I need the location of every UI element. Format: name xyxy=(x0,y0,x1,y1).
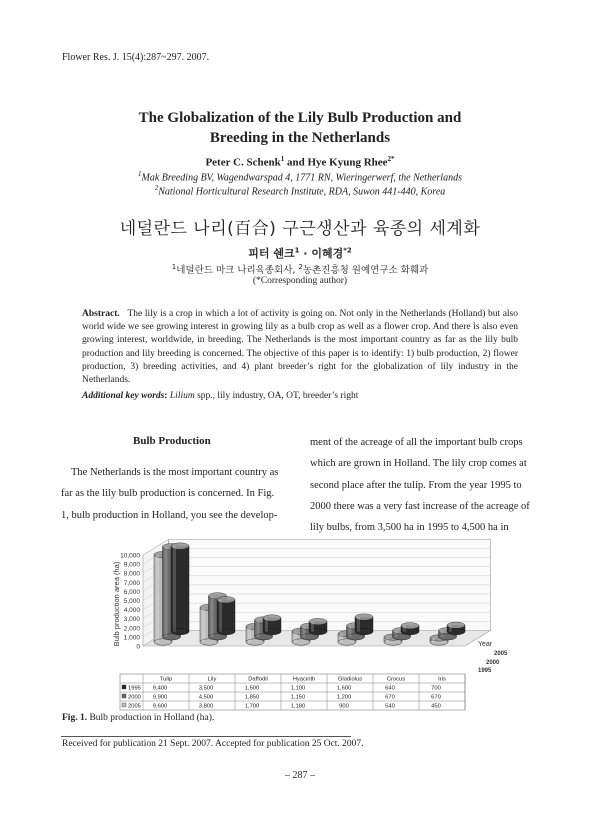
text-line: 2000 there was a very fast increase of the acreage of xyxy=(310,500,530,512)
bar-highlight xyxy=(403,626,406,632)
bar-1995-lily xyxy=(217,597,235,635)
data-label: 9,600 xyxy=(152,703,168,710)
footnote-rule xyxy=(61,736,351,737)
depth-label: 2000 xyxy=(486,660,500,666)
data-label: 9,900 xyxy=(152,694,168,701)
data-label: 670 xyxy=(385,694,395,701)
bar-1995-hyacinth xyxy=(309,618,327,634)
bar-highlight xyxy=(349,626,352,637)
author-1-sup: 1 xyxy=(280,155,285,163)
bar-highlight xyxy=(211,596,214,637)
text-line: second place after the tulip. From the year 1995 to xyxy=(310,479,522,491)
korean-aff-sup-2: 2 xyxy=(298,262,303,271)
bar-highlight xyxy=(173,546,176,632)
title-line-1: The Globalization of the Lily Bulb Production and xyxy=(138,110,462,126)
korean-title: 네덜란드 나리(百合) 구근생산과 육종의 세계화 xyxy=(119,219,481,239)
data-label: 670 xyxy=(431,694,441,701)
korean-aff-2: 농촌진흥청 원예연구소 화훼과 xyxy=(302,265,429,276)
x-tick-label: Tulip xyxy=(159,676,173,683)
bar-highlight xyxy=(248,627,251,642)
affiliation-2 xyxy=(0,184,600,197)
bar-1995-tulip xyxy=(171,543,189,635)
data-label: 450 xyxy=(431,703,441,710)
text-line: The Netherlands is the most important country as xyxy=(71,467,279,478)
bar-highlight xyxy=(303,626,306,636)
data-label: 700 xyxy=(431,685,441,692)
chart-data-table xyxy=(120,674,465,710)
y-tick-label: 6,000 xyxy=(123,588,140,596)
y-tick-label: 1,000 xyxy=(123,634,140,642)
author-and: and xyxy=(284,156,308,169)
caption-label: Fig. 1. xyxy=(62,713,88,723)
x-tick-label: Gladiolus xyxy=(337,676,363,683)
chart-y-ticks xyxy=(120,553,140,651)
korean-author-1-sup: 1 xyxy=(294,246,300,255)
legend-entry: 1995 xyxy=(128,685,141,692)
x-tick-label: Crocus xyxy=(386,676,406,683)
text-line: which are grown in Holland. The lily crop comes at xyxy=(310,458,527,470)
journal-header: Flower Res. J. 15(4):287~297. 2007. xyxy=(62,52,210,63)
abstract-text: The lily is a crop in which a lot of activity is going on. Not only in the Netherlands (Holland) but also world wide we see growing interest in growing lily as a bulb crop as well as a flower crop. And there is also even growing interest, worldwide, in breeding. The Netherlands is the most important country as far as the lily bulb production and lily breeding is concerned. The objective of this paper is to identify: 1) bulb production, 2) flower production, 3) breeding activities, and 4) plant breeder’s right for the globalization of lily industry in the Netherlands. xyxy=(82,309,518,386)
affiliation-1 xyxy=(0,170,600,183)
author-1: Peter C. Schenk xyxy=(205,156,281,169)
data-label: 640 xyxy=(385,685,395,692)
bar-highlight xyxy=(449,625,452,631)
bar-highlight xyxy=(386,637,389,642)
chart-y-axis-label: Bulb production area (ha) xyxy=(112,561,121,647)
bar-highlight xyxy=(357,617,360,632)
bar-highlight xyxy=(202,607,205,642)
bar-highlight xyxy=(311,622,314,632)
page-number: – 287 – xyxy=(285,770,315,781)
figure-caption xyxy=(62,713,214,723)
korean-aff-sup-1: 1 xyxy=(171,262,177,271)
korean-author-2: 이혜경 xyxy=(311,247,344,260)
korean-aff-1: 네덜란드 마크 나리육종회사, xyxy=(176,265,299,276)
abstract-label: Abstract. xyxy=(82,309,120,319)
received-note: Received for publication 21 Sept. 2007. Accepted for publication 25 Oct. 2007. xyxy=(62,739,364,749)
paper-title xyxy=(0,108,600,148)
corresponding-author: (*Corresponding author) xyxy=(252,276,348,286)
bar-1995-gladiolus xyxy=(355,614,373,635)
data-label: 9,400 xyxy=(152,685,168,692)
bar-highlight xyxy=(156,555,159,642)
bar-highlight xyxy=(340,634,343,642)
section-heading: Bulb Production xyxy=(133,435,211,447)
data-label: 1,180 xyxy=(290,703,306,710)
y-tick-label: 0 xyxy=(136,643,140,651)
bar-1995-crocus xyxy=(401,623,419,635)
legend-swatch xyxy=(122,703,126,707)
x-tick-label: Iris xyxy=(438,676,446,683)
korean-author-sep: · xyxy=(299,247,312,260)
abstract xyxy=(82,308,518,387)
author-line xyxy=(0,155,600,169)
data-label: 1,600 xyxy=(336,685,352,692)
y-tick-label: 8,000 xyxy=(123,570,140,578)
depth-axis-label: Year xyxy=(478,641,493,648)
keywords-rest: spp., lily industry, OA, OT, breeder’s right xyxy=(194,391,359,401)
data-label: 540 xyxy=(385,703,395,710)
y-tick-label: 4,000 xyxy=(123,607,140,615)
data-label: 3,500 xyxy=(198,685,214,692)
aff-1-text: Mak Breeding BV, Wagendwarspad 4, 1771 RN, Wieringerwerf, the Netherlands xyxy=(141,172,462,184)
aff-2-text: National Horticultural Research Institute, RDA, Suwon 441-440, Korea xyxy=(158,186,446,198)
depth-label: 1995 xyxy=(478,668,492,674)
bar-1995-daffodil xyxy=(263,615,281,635)
data-label: 1,150 xyxy=(290,694,306,701)
x-tick-label: Hyacinth xyxy=(292,676,316,683)
caption-text: Bulb production in Holland (ha). xyxy=(87,713,215,723)
y-tick-label: 10,000 xyxy=(120,552,140,560)
bar-highlight xyxy=(441,631,444,637)
bar-highlight xyxy=(165,547,168,637)
keywords-label: Additional key words xyxy=(82,391,165,401)
data-label: 1,100 xyxy=(290,685,306,692)
bar-1995-iris xyxy=(447,622,465,635)
chart-depth-labels xyxy=(478,641,508,674)
data-label: 4,500 xyxy=(198,694,214,701)
y-tick-label: 9,000 xyxy=(123,561,140,569)
text-line: ment of the acreage of all the important bulb crops xyxy=(310,437,523,448)
data-label: 1,700 xyxy=(244,703,260,710)
right-column xyxy=(310,432,542,538)
data-label: 900 xyxy=(339,703,349,710)
y-tick-label: 5,000 xyxy=(123,598,140,605)
text-line: lily bulbs, from 3,500 ha in 1995 to 4,500 ha in xyxy=(310,522,509,534)
legend-entry: 2000 xyxy=(128,694,141,701)
text-line: far as the lily bulb production is concerned. In Fig. xyxy=(61,488,275,500)
korean-author-2-sup: *2 xyxy=(343,246,352,255)
author-2: Hye Kyung Rhee xyxy=(307,156,388,169)
text-line: 1, bulb production in Holland, you see the develop- xyxy=(61,509,278,521)
x-tick-label: Daffodil xyxy=(248,676,268,683)
korean-author-1: 피터 쉔크 xyxy=(248,247,295,260)
bar-highlight xyxy=(257,620,260,637)
bulb-production-chart xyxy=(100,528,520,712)
data-label: 1,500 xyxy=(244,685,260,692)
legend-swatch xyxy=(122,685,126,689)
legend-swatch xyxy=(122,694,126,698)
author-2-sup: 2* xyxy=(387,155,395,163)
key-words xyxy=(82,391,518,401)
data-label: 1,200 xyxy=(336,694,352,701)
depth-label: 2005 xyxy=(494,651,508,657)
keywords-colon: : xyxy=(164,391,170,401)
bar-highlight xyxy=(432,638,435,642)
korean-authors xyxy=(0,245,600,261)
legend-entry: 2005 xyxy=(128,703,141,710)
y-tick-label: 2,000 xyxy=(123,625,140,633)
korean-affiliation xyxy=(0,262,600,276)
data-label: 1,850 xyxy=(244,694,260,701)
title-line-2: Breeding in the Netherlands xyxy=(209,130,391,146)
y-tick-label: 3,000 xyxy=(123,616,140,624)
aff-2-sup: 2 xyxy=(154,184,159,192)
bar-highlight xyxy=(219,600,222,632)
aff-1-sup: 1 xyxy=(138,170,142,178)
y-tick-label: 7,000 xyxy=(123,579,140,587)
data-label: 3,800 xyxy=(198,703,214,710)
bar-highlight xyxy=(265,618,268,632)
bar-highlight xyxy=(294,631,297,642)
bar-highlight xyxy=(395,631,398,637)
keywords-lilium: Lilium xyxy=(169,391,195,401)
x-tick-label: Lily xyxy=(207,676,217,683)
left-column xyxy=(61,462,293,526)
